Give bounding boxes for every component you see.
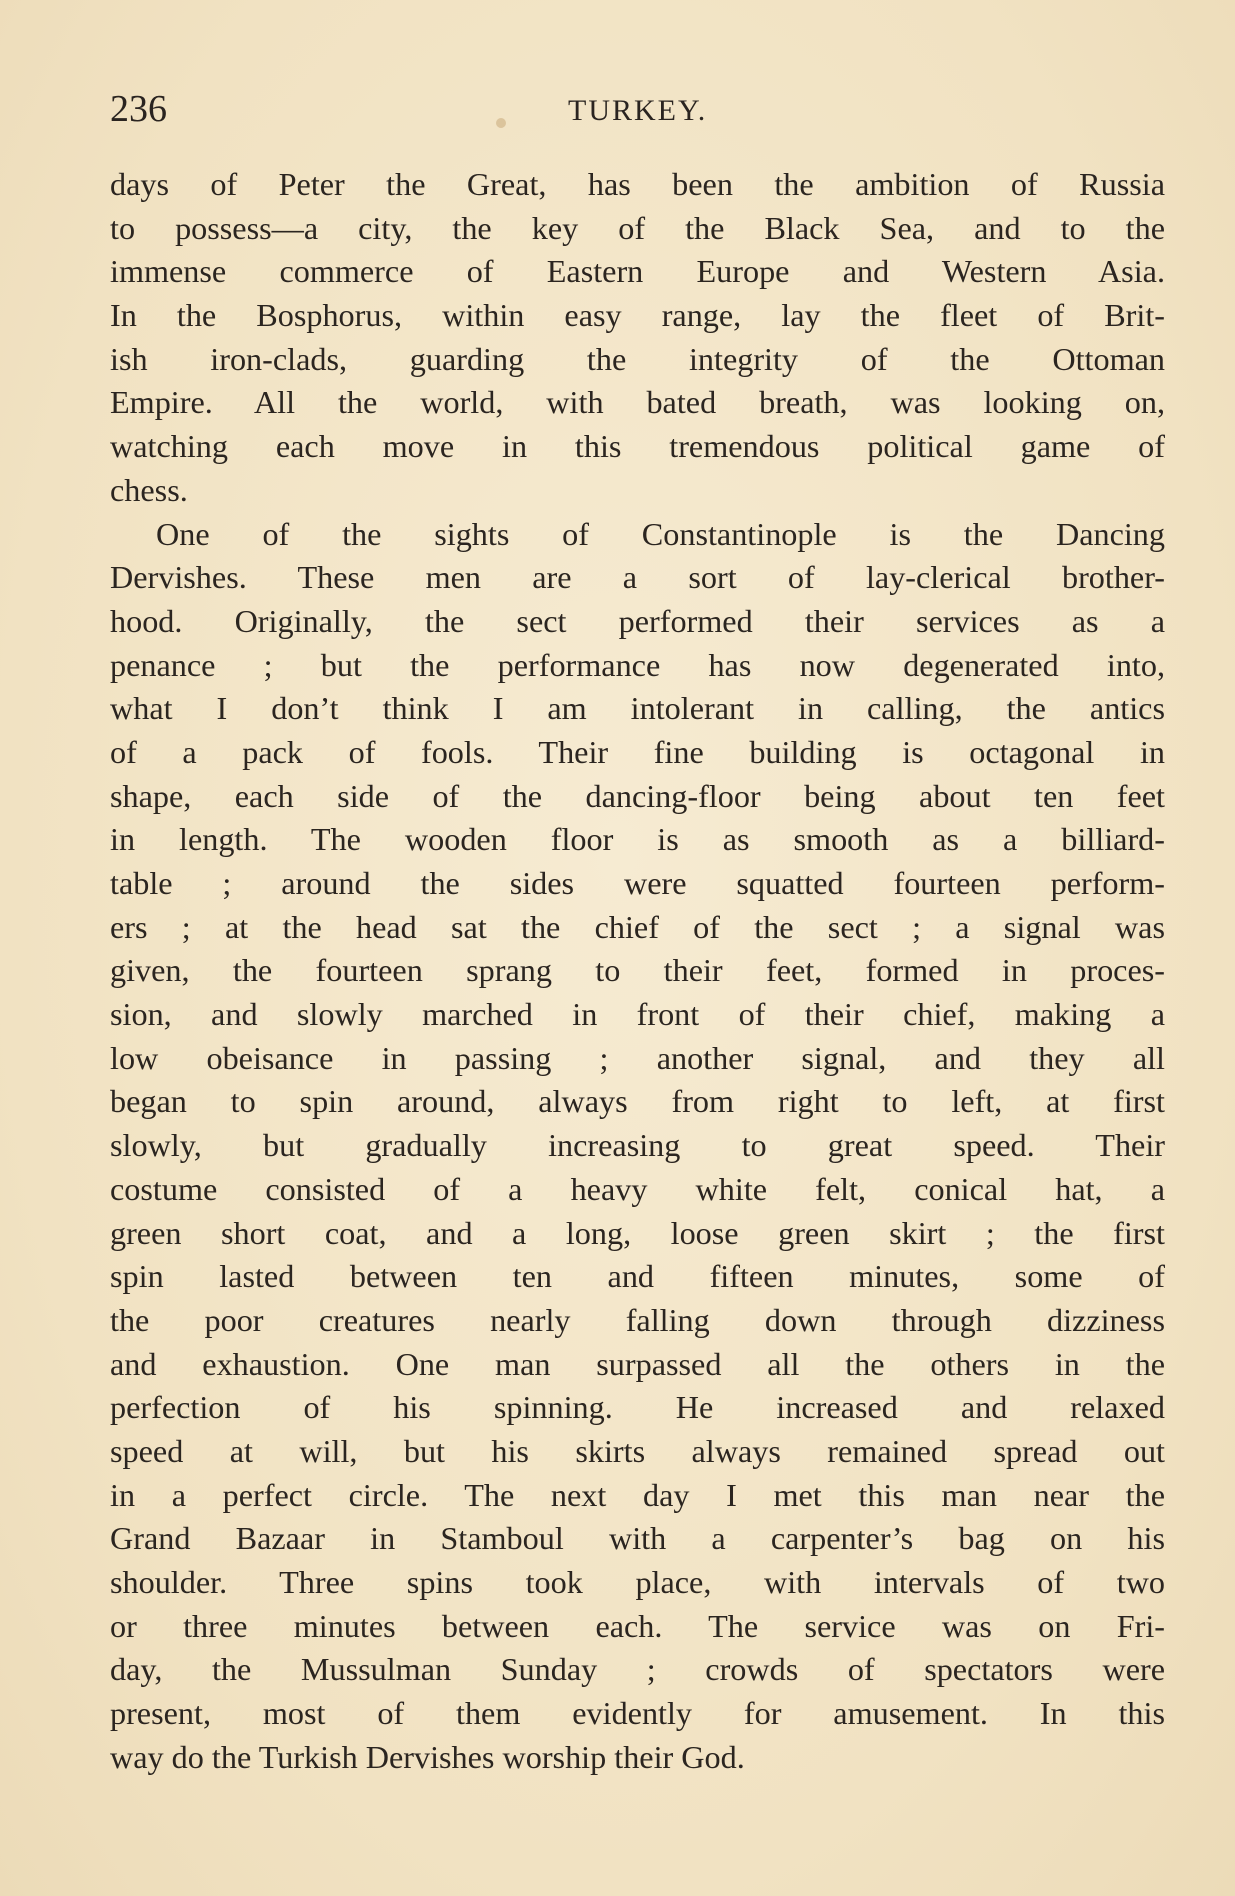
text-line: of a pack of fools. Their fine building is octagonal in [110,733,1165,770]
text-line: perfection of his spinning. He increased and relaxed [110,1389,1165,1426]
text-line: hood. Originally, the sect performed their services as a [110,602,1165,639]
text-line: day, the Mussulman Sunday ; crowds of spectators were [110,1651,1165,1688]
text-line: ish iron-clads, guarding the integrity of the Ottoman [110,340,1165,377]
text-line: speed at will, but his skirts always remained spread out [110,1432,1165,1469]
text-line: low obeisance in passing ; another signal, and they all [110,1039,1165,1076]
text-line: Grand Bazaar in Stamboul with a carpenter’s bag on his [110,1520,1165,1557]
text-line: days of Peter the Great, has been the ambition of Russia [110,166,1165,202]
text-line: shape, each side of the dancing-floor being about ten feet [110,777,1165,814]
running-head: TURKEY. [568,94,708,127]
text-line: slowly, but gradually increasing to great speed. Their [110,1127,1165,1164]
text-line: ers ; at the head sat the chief of the sect ; a signal was [110,908,1165,945]
text-line: present, most of them evidently for amusement. In this [110,1695,1165,1732]
text-line: in length. The wooden floor is as smooth as a billiard- [110,821,1165,858]
text-line: costume consisted of a heavy white felt, conical hat, a [110,1170,1165,1207]
page-number: 236 [110,88,167,130]
body-text [110,163,1165,1779]
text-line: One of the sights of Constantinople is the Dancing [156,515,1165,552]
page-header [110,84,1170,134]
text-line: table ; around the sides were squatted fourteen perform- [110,865,1165,901]
ink-spot [496,118,506,128]
text-line: shoulder. Three spins took place, with intervals of two [110,1564,1165,1600]
text-line: began to spin around, always from right to left, at first [110,1083,1165,1120]
text-line: spin lasted between ten and fifteen minutes, some of [110,1258,1165,1295]
text-line: what I don’t think I am intolerant in calling, the antics [110,690,1165,727]
text-line: in a perfect circle. The next day I met this man near the [110,1476,1165,1513]
text-line: to possess—a city, the key of the Black Sea, and to the [110,209,1165,246]
text-line: immense commerce of Eastern Europe and Western Asia. [110,253,1165,290]
text-line: Empire. All the world, with bated breath, was looking on, [110,384,1165,421]
text-line: Dervishes. These men are a sort of lay-clerical brother- [110,559,1165,596]
text-line: chess. [110,471,188,508]
text-line: sion, and slowly marched in front of their chief, making a [110,996,1165,1033]
text-line: and exhaustion. One man surpassed all the others in the [110,1345,1165,1382]
text-line: watching each move in this tremendous political game of [110,428,1165,465]
text-line: the poor creatures nearly falling down through dizziness [110,1301,1165,1338]
paragraph-2 [110,513,1165,1780]
text-line: green short coat, and a long, loose green skirt ; the first [110,1214,1165,1251]
text-line: way do the Turkish Dervishes worship their God. [110,1738,745,1775]
paragraph-1 [110,163,1165,513]
text-line: or three minutes between each. The service was on Fri- [110,1607,1165,1644]
text-line: In the Bosphorus, within easy range, lay the fleet of Brit- [110,297,1165,334]
text-line: given, the fourteen sprang to their feet, formed in proces- [110,952,1165,989]
text-line: penance ; but the performance has now degenerated into, [110,646,1165,683]
